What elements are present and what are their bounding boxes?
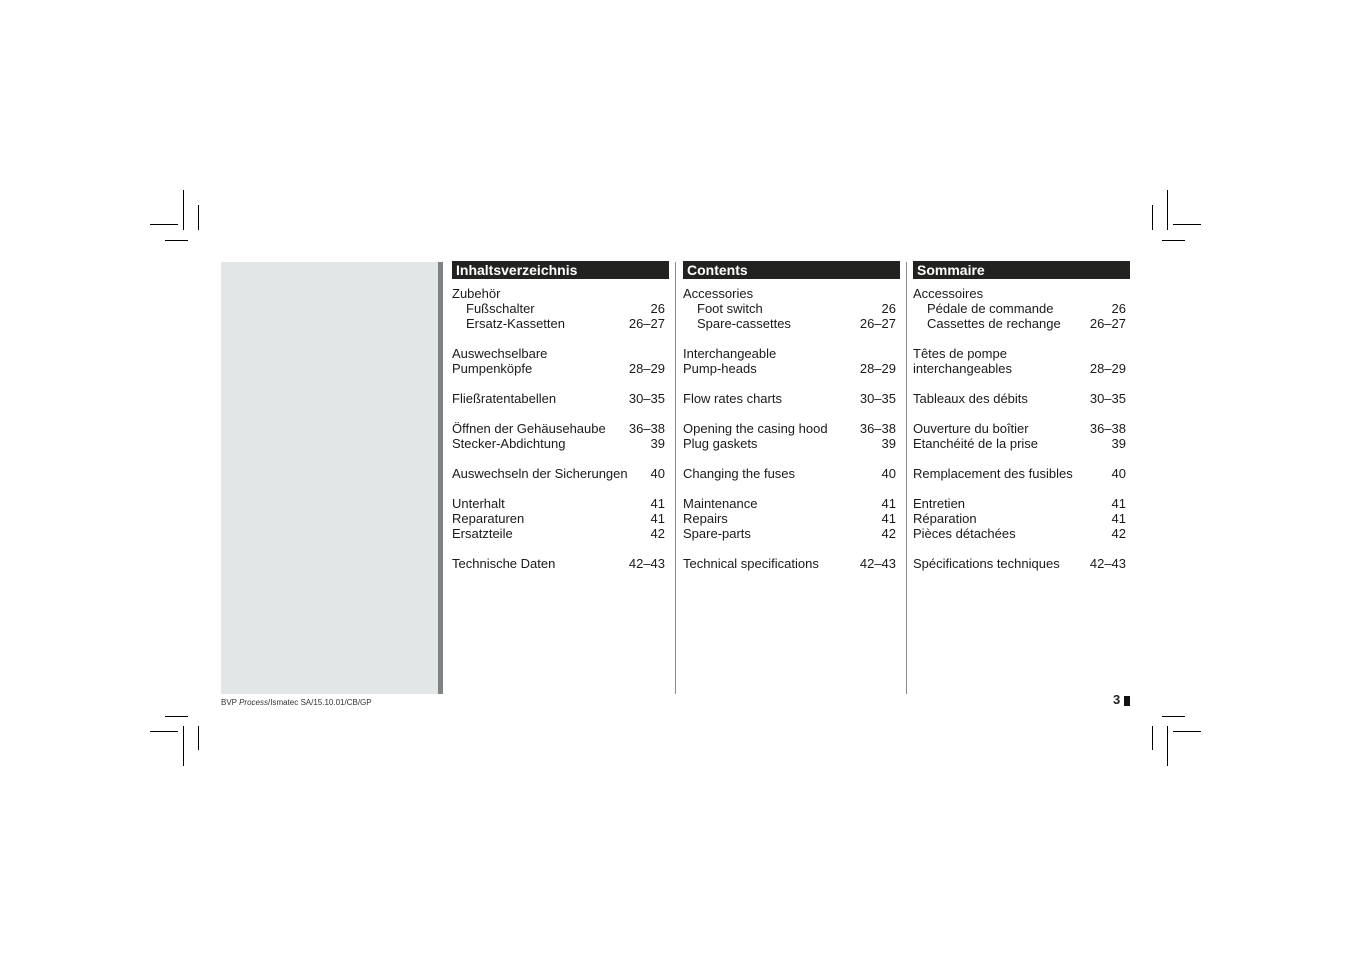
toc-entry-label: Interchangeable (683, 346, 777, 361)
toc-entry-page: 42 (881, 526, 896, 541)
toc-entry (683, 436, 896, 451)
section-title: Inhaltsverzeichnis (452, 261, 669, 279)
crop-mark (150, 224, 178, 225)
toc-entry-label: Plug gaskets (683, 436, 758, 451)
crop-mark (150, 731, 178, 732)
toc-entry-page: 30–35 (1089, 391, 1126, 406)
toc-entry (452, 436, 665, 451)
toc-entry-label: Unterhalt (452, 496, 505, 511)
toc-entry (452, 346, 665, 361)
toc-entry-label: Technische Daten (452, 556, 556, 571)
column-divider (675, 262, 676, 694)
toc-group (913, 556, 1126, 571)
toc-entry (913, 496, 1126, 511)
toc-entry (683, 511, 896, 526)
toc-entry-page: 40 (881, 466, 896, 481)
toc-entry (452, 286, 665, 301)
toc-entry-page: 28–29 (1089, 361, 1126, 376)
toc-entry (452, 511, 665, 526)
toc-entry (683, 346, 896, 361)
toc-entry-label: Spare-parts (683, 526, 751, 541)
toc-group (683, 496, 896, 541)
toc-entry-label: Accessories (683, 286, 754, 301)
toc-entry-page: 36–38 (859, 421, 896, 436)
toc-entry-page: 26–27 (859, 316, 896, 331)
toc-entry-label: Auswechselbare (452, 346, 548, 361)
crop-mark (1167, 726, 1168, 766)
toc-entry-page: 40 (650, 466, 665, 481)
toc-entry (913, 301, 1126, 316)
toc-entry (452, 496, 665, 511)
toc-entry (913, 466, 1126, 481)
toc-entry-label: Spare-cassettes (697, 316, 791, 331)
toc-entry-label: Réparation (913, 511, 977, 526)
toc-entry-page: 39 (1111, 436, 1126, 451)
toc-entry-page: 42 (1111, 526, 1126, 541)
toc-entry-label: Fließratentabellen (452, 391, 557, 406)
toc-entry (452, 526, 665, 541)
toc-group (452, 421, 665, 451)
toc-column-french (913, 261, 1130, 586)
toc-group (452, 346, 665, 376)
toc-entry-page: 28–29 (859, 361, 896, 376)
section-title: Contents (683, 261, 900, 279)
toc-entry-page: 42–43 (859, 556, 896, 571)
toc-group (683, 466, 896, 481)
side-panel-bar (438, 262, 443, 694)
toc-entry-page: 26 (650, 301, 665, 316)
toc-entry-label: Flow rates charts (683, 391, 782, 406)
toc-group (452, 286, 665, 331)
toc-entry-label: Zubehör (452, 286, 501, 301)
toc-entry (913, 436, 1126, 451)
toc-entry-page: 41 (881, 511, 896, 526)
toc-entry-label: Ersatzteile (452, 526, 513, 541)
section-title: Sommaire (913, 261, 1130, 279)
crop-mark (1173, 224, 1201, 225)
toc-entry-label: Accessoires (913, 286, 984, 301)
toc-entry (452, 421, 665, 436)
crop-mark (1167, 190, 1168, 230)
crop-mark (165, 240, 188, 241)
toc-entry-label: Changing the fuses (683, 466, 796, 481)
toc-entry-page: 41 (881, 496, 896, 511)
toc-entry (452, 556, 665, 571)
toc-group (683, 391, 896, 406)
toc-entry-label: Maintenance (683, 496, 758, 511)
toc-entry (913, 556, 1126, 571)
toc-group (683, 556, 896, 571)
toc-entry (452, 391, 665, 406)
toc-entry-page: 42 (650, 526, 665, 541)
toc-entry (683, 316, 896, 331)
toc-entry (913, 346, 1126, 361)
crop-mark (1173, 731, 1201, 732)
toc-entry-page: 26 (881, 301, 896, 316)
toc-entry (913, 286, 1126, 301)
toc-entry-label: Öffnen der Gehäusehaube (452, 421, 606, 436)
toc-entry-page: 30–35 (859, 391, 896, 406)
toc-entry-page: 41 (1111, 496, 1126, 511)
toc-group (452, 391, 665, 406)
toc-entry-page: 26–27 (628, 316, 665, 331)
toc-group (452, 496, 665, 541)
toc-entry-label: Spécifications techniques (913, 556, 1060, 571)
toc-group (913, 496, 1126, 541)
crop-mark (198, 726, 199, 750)
toc-entry (683, 421, 896, 436)
toc-entry-label: Opening the casing hood (683, 421, 828, 436)
toc-entry (683, 286, 896, 301)
toc-entry-label: Ouverture du boîtier (913, 421, 1029, 436)
crop-mark (1162, 240, 1185, 241)
toc-entry (683, 496, 896, 511)
toc-entry (913, 391, 1126, 406)
product-name-italic: Process (239, 698, 268, 707)
side-panel (221, 262, 438, 694)
toc-entry-label: Foot switch (697, 301, 763, 316)
toc-entry (683, 361, 896, 376)
toc-entry (913, 361, 1126, 376)
toc-entry-label: Reparaturen (452, 511, 525, 526)
toc-entry-label: Tableaux des débits (913, 391, 1028, 406)
toc-entry-page: 41 (650, 496, 665, 511)
page-marker (1124, 696, 1130, 706)
crop-mark (1152, 726, 1153, 750)
toc-entry-label: Etanchéité de la prise (913, 436, 1039, 451)
toc-group (452, 556, 665, 571)
toc-entry (913, 421, 1126, 436)
crop-mark (165, 716, 188, 717)
toc-entry-label: Remplacement des fusibles (913, 466, 1073, 481)
toc-entry (913, 511, 1126, 526)
crop-mark (183, 190, 184, 230)
toc-group (683, 286, 896, 331)
toc-entry-page: 39 (881, 436, 896, 451)
toc-entry-page: 41 (650, 511, 665, 526)
toc-entry-page: 42–43 (628, 556, 665, 571)
toc-group (913, 421, 1126, 451)
toc-entry-label: Technical specifications (683, 556, 819, 571)
toc-entry-label: Pump-heads (683, 361, 757, 376)
toc-entry-label: Repairs (683, 511, 728, 526)
toc-entry-label: Pédale de commande (927, 301, 1054, 316)
toc-entry-label: Têtes de pompe (913, 346, 1007, 361)
toc-group (452, 466, 665, 481)
toc-entry-label: Fußschalter (466, 301, 535, 316)
toc-entry (452, 301, 665, 316)
toc-entry (683, 391, 896, 406)
toc-entry-label: Stecker-Abdichtung (452, 436, 566, 451)
toc-entry-label: Pièces détachées (913, 526, 1016, 541)
toc-entry (683, 526, 896, 541)
toc-entry (683, 556, 896, 571)
toc-entry-label: Pumpenköpfe (452, 361, 533, 376)
toc-entry-label: interchangeables (913, 361, 1013, 376)
toc-entry-label: Entretien (913, 496, 966, 511)
toc-column-english (683, 261, 900, 586)
toc-entry (913, 526, 1126, 541)
toc-column-german (452, 261, 669, 586)
column-divider (906, 262, 907, 694)
document-reference: BVP Process/Ismatec SA/15.10.01/CB/GP (221, 698, 372, 707)
toc-entry-page: 40 (1111, 466, 1126, 481)
toc-entry-label: Ersatz-Kassetten (466, 316, 565, 331)
toc-entry-page: 30–35 (628, 391, 665, 406)
crop-mark (1162, 716, 1185, 717)
toc-entry (452, 361, 665, 376)
toc-entry-page: 26–27 (1089, 316, 1126, 331)
toc-entry (683, 466, 896, 481)
toc-entry-page: 41 (1111, 511, 1126, 526)
crop-mark (183, 726, 184, 766)
toc-entry-page: 36–38 (628, 421, 665, 436)
crop-mark (198, 205, 199, 230)
toc-entry-page: 36–38 (1089, 421, 1126, 436)
toc-entry (452, 466, 665, 481)
toc-group (913, 466, 1126, 481)
toc-entry-label: Auswechseln der Sicherungen (452, 466, 628, 481)
toc-group (683, 346, 896, 376)
toc-entry-page: 39 (650, 436, 665, 451)
toc-group (913, 346, 1126, 376)
toc-group (913, 286, 1126, 331)
toc-entry-page: 26 (1111, 301, 1126, 316)
toc-entry (683, 301, 896, 316)
toc-group (683, 421, 896, 451)
toc-entry (913, 316, 1126, 331)
page-number: 3 (1113, 692, 1121, 707)
toc-entry (452, 316, 665, 331)
toc-entry-page: 28–29 (628, 361, 665, 376)
toc-entry-page: 42–43 (1089, 556, 1126, 571)
crop-mark (1152, 205, 1153, 230)
toc-group (913, 391, 1126, 406)
toc-entry-label: Cassettes de rechange (927, 316, 1061, 331)
